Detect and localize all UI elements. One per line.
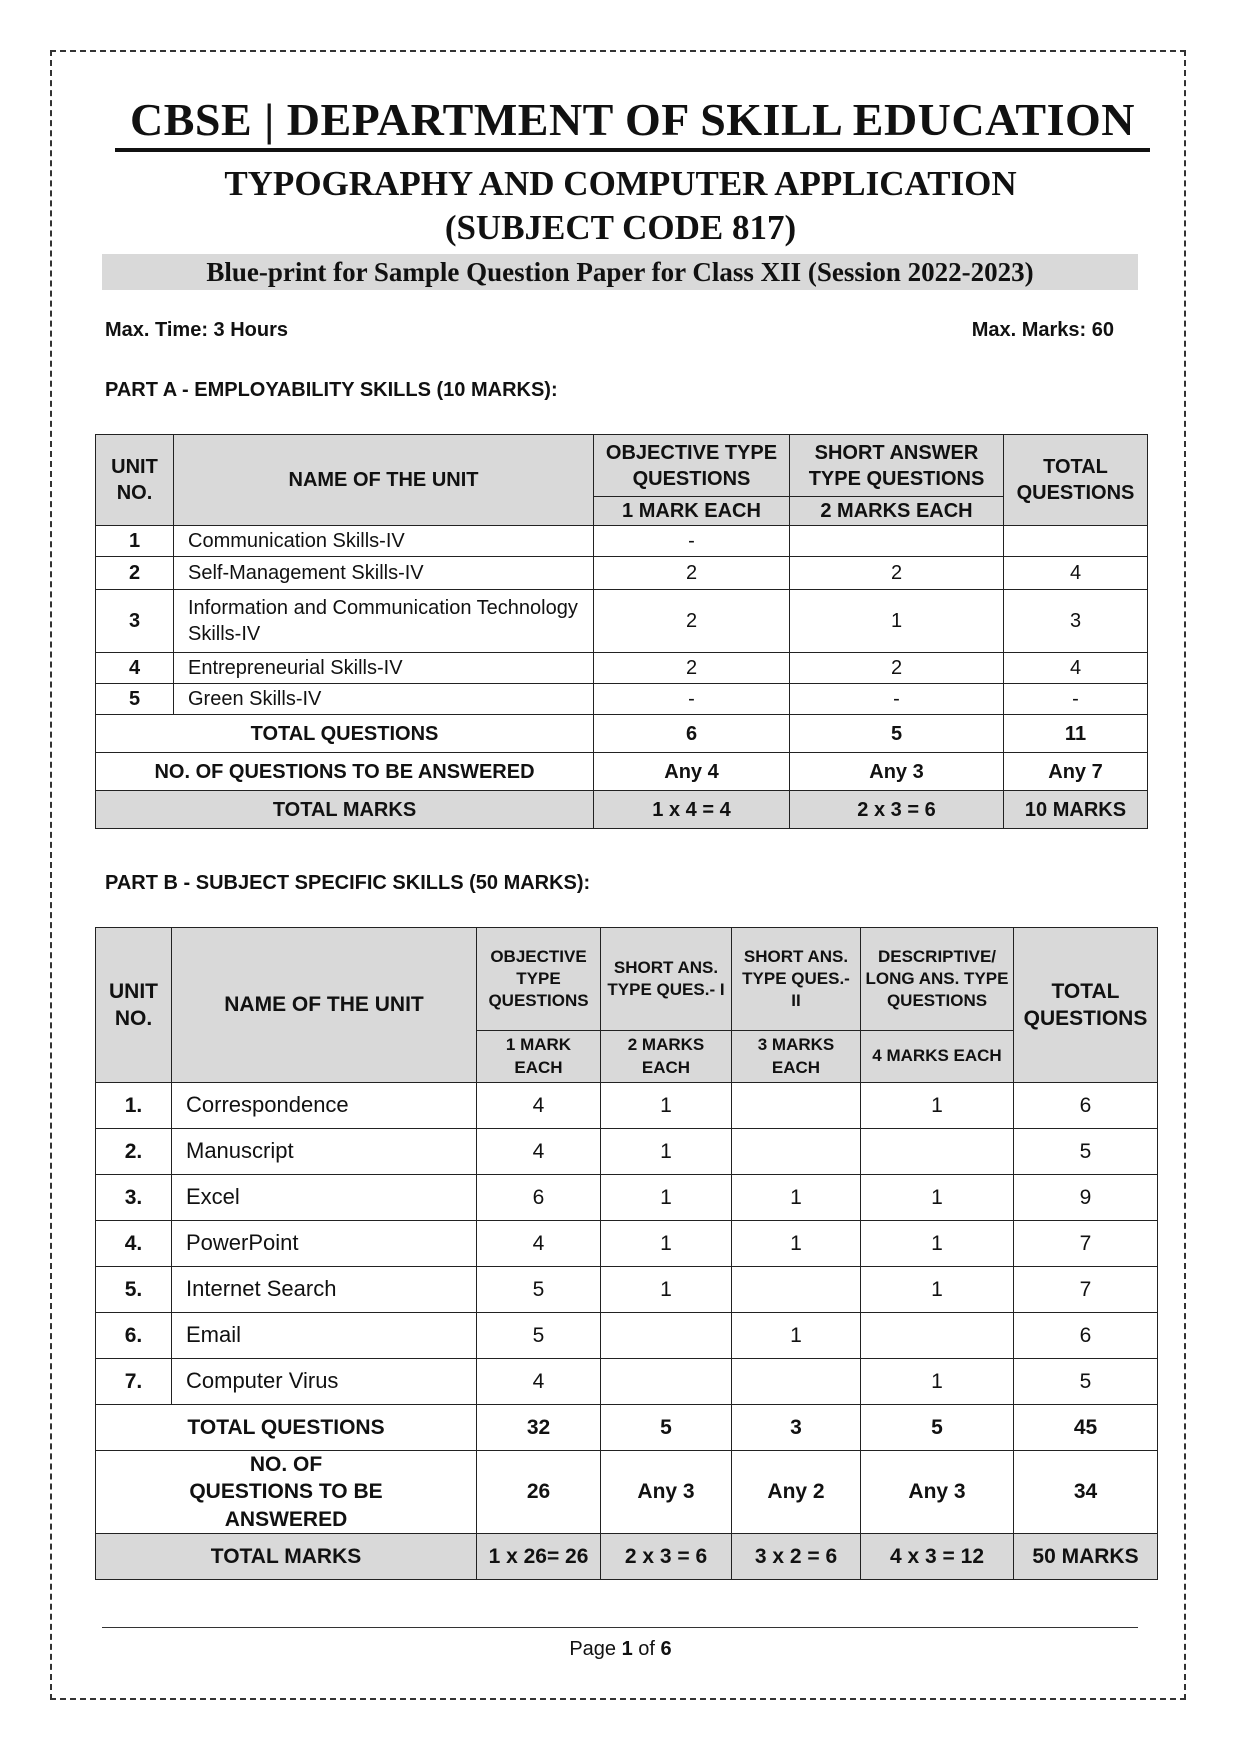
c4-count [861, 1313, 1014, 1359]
unit-name: Excel [172, 1175, 477, 1221]
total-count: 7 [1014, 1267, 1158, 1313]
c1-count: 4 [477, 1083, 601, 1129]
table-row [96, 1083, 1158, 1129]
header-unit-no: UNIT NO. [96, 928, 172, 1083]
unit-no: 4. [96, 1221, 172, 1267]
total-count: 5 [1014, 1359, 1158, 1405]
to-answer-total: 34 [1014, 1451, 1158, 1534]
total-questions-label: TOTAL QUESTIONS [96, 715, 594, 753]
total-pages: 6 [660, 1638, 672, 1660]
unit-no: 1. [96, 1083, 172, 1129]
unit-no: 2 [96, 557, 174, 590]
header-objective: OBJECTIVE TYPE QUESTIONS [594, 435, 790, 497]
header-objective: OBJECTIVE TYPE QUESTIONS [477, 928, 601, 1031]
total-marks-short: 2 x 3 = 6 [790, 791, 1004, 829]
header-objective-marks: 1 MARK EACH [594, 497, 790, 526]
objective-count: 2 [594, 590, 790, 653]
c1-count: 6 [477, 1175, 601, 1221]
to-answer-label: NO. OF QUESTIONS TO BE ANSWERED [96, 753, 594, 791]
unit-no: 1 [96, 526, 174, 557]
total-marks-c1: 1 x 26= 26 [477, 1533, 601, 1579]
total-questions-objective: 6 [594, 715, 790, 753]
total-questions-total: 11 [1004, 715, 1148, 753]
short-count: - [790, 684, 1004, 715]
to-answer-c1: 26 [477, 1451, 601, 1534]
c1-count: 4 [477, 1129, 601, 1175]
short-count: 2 [790, 653, 1004, 684]
header-unit-no: UNIT NO. [96, 435, 174, 526]
unit-name: Green Skills-IV [174, 684, 594, 715]
total-count: 9 [1014, 1175, 1158, 1221]
unit-name: Correspondence [172, 1083, 477, 1129]
unit-no: 7. [96, 1359, 172, 1405]
c2-count: 1 [601, 1267, 732, 1313]
unit-name: Self-Management Skills-IV [174, 557, 594, 590]
c4-count: 1 [861, 1267, 1014, 1313]
current-page: 1 [621, 1638, 633, 1660]
max-marks: Max. Marks: 60 [971, 319, 1114, 341]
header-marks-2: 2 MARKS EACH [601, 1031, 732, 1083]
c2-count [601, 1359, 732, 1405]
part-b-table [95, 927, 1158, 1580]
c1-count: 4 [477, 1221, 601, 1267]
total-marks-total: 10 MARKS [1004, 791, 1148, 829]
c3-count [732, 1267, 861, 1313]
page-number [0, 1638, 1241, 1661]
unit-no: 5. [96, 1267, 172, 1313]
unit-no: 4 [96, 653, 174, 684]
table-row [96, 653, 1148, 684]
total-count: 3 [1004, 590, 1148, 653]
total-questions-short: 5 [790, 715, 1004, 753]
total-count: 6 [1014, 1083, 1158, 1129]
page-title: CBSE | DEPARTMENT OF SKILL EDUCATION [115, 92, 1150, 152]
c4-count [861, 1129, 1014, 1175]
table-row [96, 1313, 1158, 1359]
table-row [96, 1129, 1158, 1175]
total-marks-c3: 3 x 2 = 6 [732, 1533, 861, 1579]
objective-count: 2 [594, 653, 790, 684]
to-answer-c3: Any 2 [732, 1451, 861, 1534]
short-count [790, 526, 1004, 557]
to-answer-objective: Any 4 [594, 753, 790, 791]
total-marks-objective: 1 x 4 = 4 [594, 791, 790, 829]
header-descriptive: DESCRIPTIVE/ LONG ANS. TYPE QUESTIONS [861, 928, 1014, 1031]
total-count: 6 [1014, 1313, 1158, 1359]
part-a-heading: PART A - EMPLOYABILITY SKILLS (10 MARKS): [105, 379, 558, 401]
unit-no: 3 [96, 590, 174, 653]
unit-name: Email [172, 1313, 477, 1359]
total-count: - [1004, 684, 1148, 715]
total-count: 4 [1004, 653, 1148, 684]
header-short-2: SHORT ANS. TYPE QUES.- II [732, 928, 861, 1031]
objective-count: - [594, 526, 790, 557]
table-row [96, 1175, 1158, 1221]
to-answer-short: Any 3 [790, 753, 1004, 791]
c3-count [732, 1359, 861, 1405]
header-short-marks: 2 MARKS EACH [790, 497, 1004, 526]
part-a-table [95, 434, 1148, 829]
part-b-heading: PART B - SUBJECT SPECIFIC SKILLS (50 MARKS): [105, 872, 591, 894]
to-answer-c2: Any 3 [601, 1451, 732, 1534]
unit-no: 3. [96, 1175, 172, 1221]
c2-count: 1 [601, 1129, 732, 1175]
to-answer-total: Any 7 [1004, 753, 1148, 791]
short-count: 1 [790, 590, 1004, 653]
table-row [96, 526, 1148, 557]
c3-count: 1 [732, 1221, 861, 1267]
unit-no: 5 [96, 684, 174, 715]
unit-name: Internet Search [172, 1267, 477, 1313]
header-short: SHORT ANSWER TYPE QUESTIONS [790, 435, 1004, 497]
unit-no: 6. [96, 1313, 172, 1359]
c2-count: 1 [601, 1083, 732, 1129]
c4-count: 1 [861, 1175, 1014, 1221]
subject-title: TYPOGRAPHY AND COMPUTER APPLICATION [224, 164, 1017, 203]
max-time: Max. Time: 3 Hours [105, 319, 289, 341]
unit-name: Communication Skills-IV [174, 526, 594, 557]
header-marks-1: 1 MARK EACH [477, 1031, 601, 1083]
total-marks-c4: 4 x 3 = 12 [861, 1533, 1014, 1579]
unit-name: PowerPoint [172, 1221, 477, 1267]
c2-count: 1 [601, 1221, 732, 1267]
c2-count [601, 1313, 732, 1359]
unit-name: Information and Communication Technology Skills-IV [174, 590, 594, 653]
c3-count: 1 [732, 1313, 861, 1359]
subject-code: (SUBJECT CODE 817) [444, 208, 797, 247]
page-word: Page [569, 1638, 617, 1660]
total-count: 4 [1004, 557, 1148, 590]
total-marks-label: TOTAL MARKS [96, 1533, 477, 1579]
table-row [96, 684, 1148, 715]
header-total: TOTAL QUESTIONS [1004, 435, 1148, 526]
c3-count [732, 1129, 861, 1175]
c4-count: 1 [861, 1083, 1014, 1129]
to-answer-c4: Any 3 [861, 1451, 1014, 1534]
total-questions-c4: 5 [861, 1405, 1014, 1451]
of-word: of [638, 1638, 655, 1660]
table-row [96, 1267, 1158, 1313]
total-questions-c3: 3 [732, 1405, 861, 1451]
unit-name: Entrepreneurial Skills-IV [174, 653, 594, 684]
c1-count: 5 [477, 1313, 601, 1359]
objective-count: 2 [594, 557, 790, 590]
to-answer-label: NO. OF QUESTIONS TO BE ANSWERED [96, 1451, 477, 1534]
total-questions-label: TOTAL QUESTIONS [96, 1405, 477, 1451]
c1-count: 4 [477, 1359, 601, 1405]
total-marks-c2: 2 x 3 = 6 [601, 1533, 732, 1579]
total-marks-total: 50 MARKS [1014, 1533, 1158, 1579]
header-name: NAME OF THE UNIT [172, 928, 477, 1083]
unit-name: Computer Virus [172, 1359, 477, 1405]
c4-count: 1 [861, 1359, 1014, 1405]
table-row [96, 1359, 1158, 1405]
footer-divider [102, 1627, 1138, 1628]
total-count: 5 [1014, 1129, 1158, 1175]
c3-count: 1 [732, 1175, 861, 1221]
header-marks-3: 3 MARKS EACH [732, 1031, 861, 1083]
total-marks-label: TOTAL MARKS [96, 791, 594, 829]
total-questions-c2: 5 [601, 1405, 732, 1451]
header-name: NAME OF THE UNIT [174, 435, 594, 526]
total-questions-total: 45 [1014, 1405, 1158, 1451]
header-marks-4: 4 MARKS EACH [861, 1031, 1014, 1083]
table-row [96, 1221, 1158, 1267]
objective-count: - [594, 684, 790, 715]
unit-no: 2. [96, 1129, 172, 1175]
c3-count [732, 1083, 861, 1129]
total-count: 7 [1014, 1221, 1158, 1267]
c1-count: 5 [477, 1267, 601, 1313]
c2-count: 1 [601, 1175, 732, 1221]
blueprint-banner: Blue-print for Sample Question Paper for Class XII (Session 2022-2023) [102, 254, 1138, 290]
table-row [96, 557, 1148, 590]
header-total: TOTAL QUESTIONS [1014, 928, 1158, 1083]
c4-count: 1 [861, 1221, 1014, 1267]
short-count: 2 [790, 557, 1004, 590]
table-row [96, 590, 1148, 653]
total-count [1004, 526, 1148, 557]
total-questions-c1: 32 [477, 1405, 601, 1451]
header-short-1: SHORT ANS. TYPE QUES.- I [601, 928, 732, 1031]
unit-name: Manuscript [172, 1129, 477, 1175]
